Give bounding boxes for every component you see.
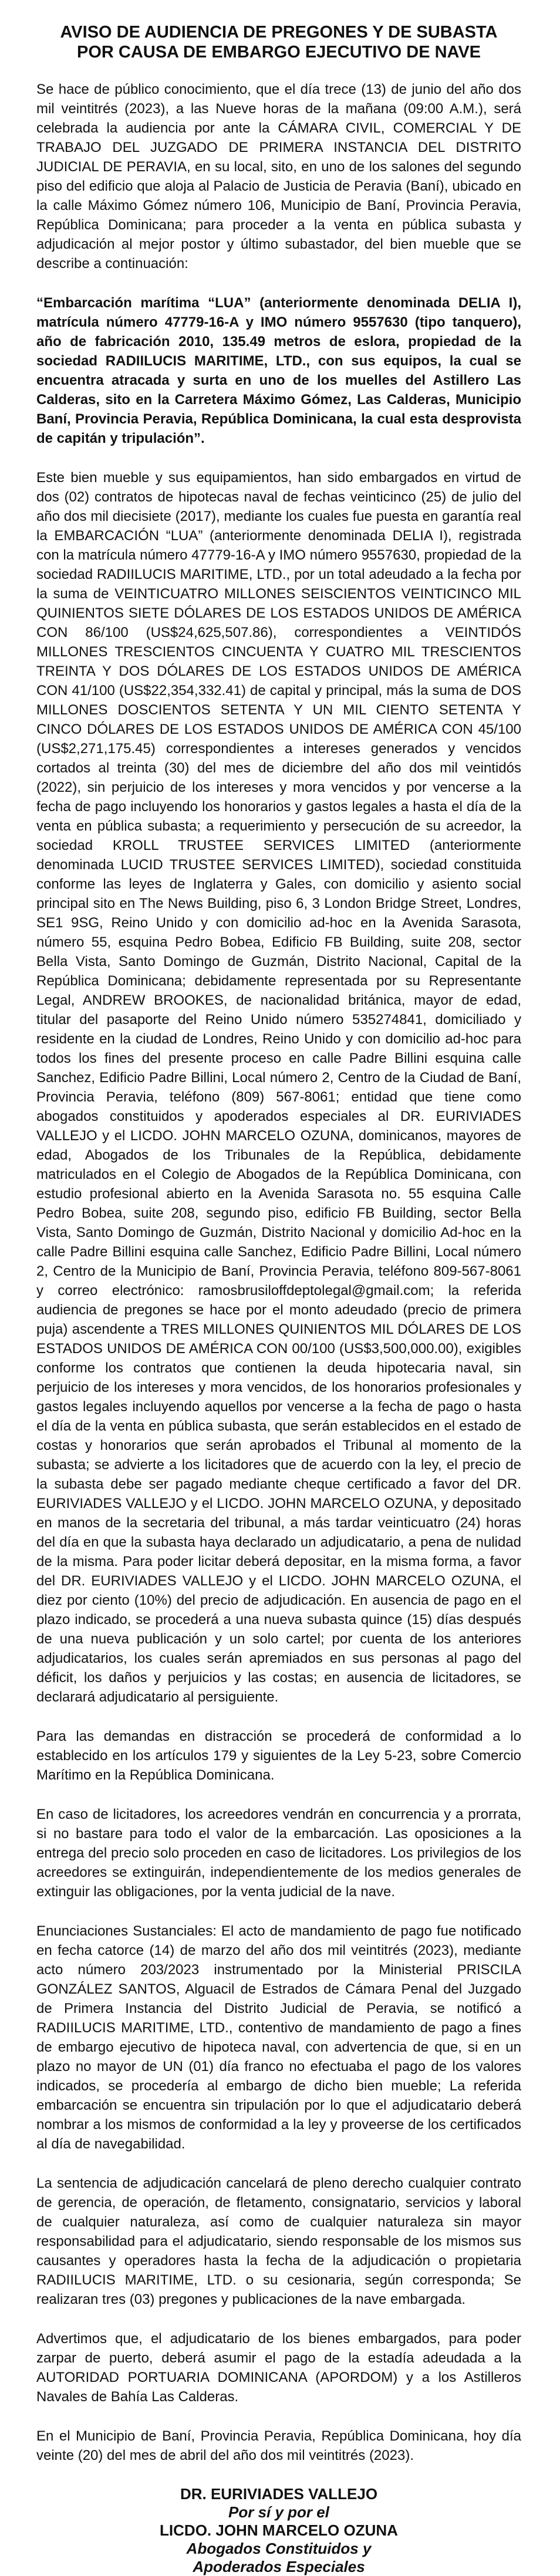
adjudication-sentence-paragraph: La sentencia de adjudicación cancelará de pleno derecho cualquier contrato de gerencia, de operación, de fletamento, consignatario, servicios y laboral de cualquier naturaleza, así como de cualquier naturaleza sin mayor responsabilidad para el adjudicatario, siendo responsable de los mismos sus causantes y operadores hasta la fecha de la adjudicación o propietaria RADIILUCIS MARITIME, LTD. o su cesionaria, según corresponda; Se realizaran tres (03) pregones y publicaciones de la nave embargada. [36,2175,521,2307]
signatory-role-line-1: Abogados Constituidos y [186,2540,372,2557]
port-fees-warning-paragraph: Advertimos que, el adjudicatario de los bienes embargados, para poder zarpar de puerto, deberá asumir el pago de la estadía adeudada a la AUTORIDAD PORTUARIA DOMINICANA (APORDOM) y a los Astilleros Navales de Bahía Las Calderas. [36,2331,521,2405]
notice-title [36,22,521,62]
signatory-connector: Por sí y por el [228,2503,329,2521]
auction-notice [36,22,521,2575]
signature-block [36,2485,521,2576]
notice-title-line-2: POR CAUSA DE EMBARGO EJECUTIVO DE NAVE [76,43,481,62]
bidders-creditors-paragraph: En caso de licitadores, los acreedores vendrán en concurrencia y a prorrata, si no bastare para todo el valor de la embarcación. Las oposiciones a la entrega del precio solo proceden en caso de licitadores. Los privilegios de los acreedores se extinguirán, independientemente de los medios generales de extinguir las obligaciones, por la venta judicial de la nave. [36,1806,521,1900]
notice-title-line-1: AVISO DE AUDIENCIA DE PREGONES Y DE SUBASTA [60,23,498,42]
substantial-statements-paragraph: Enunciaciones Sustanciales: El acto de mandamiento de pago fue notificado en fecha catorce (14) de marzo del año dos mil veintitrés (2023), mediante acto número 203/2023 instrumentado por la Ministerial PRISCILA GONZÁLEZ SANTOS, Alguacil de Estrados de Cámara Penal del Juzgado de Primera Instancia del Distrito Judicial de Peravia, se notificó a RADIILUCIS MARITIME, LTD., contentivo de mandamiento de pago a fines de embargo ejecutivo de hipoteca naval, con advertencia de que, si en un plazo no mayor de UN (01) día franco no efectuaba el pago de los valores indicados, se procedería al embargo de dicho bien mueble; La referida embarcación se encuentra sin tripulación por lo que el adjudicatario deberá nombrar a los mismos de conformidad a la ley y proveerse de los certificados al día de navegabilidad. [36,1923,521,2152]
distraction-claims-paragraph: Para las demandas en distracción se procederá de conformidad a lo establecido en los artículos 179 y siguientes de la Ley 5-23, sobre Comercio Marítimo en la República Dominicana. [36,1728,521,1783]
seizure-details-paragraph: Este bien mueble y sus equipamientos, han sido embargados en virtud de dos (02) contratos de hipotecas naval de fechas veinticinco (25) de julio del año dos mil diecisiete (2017), mediante los cuales fue puesta en garantía real la EMBARCACIÓN “LUA” (anteriormente denominada DELIA I), registrada con la matrícula número 47779-16-A y IMO número 9557630, propiedad de la sociedad RADIILUCIS MARITIME, LTD., por un total adeudado a la fecha por la suma de VEINTICUATRO MILLONES SEISCIENTOS VEINTICINCO MIL QUINIENTOS SIETE DÓLARES DE LOS ESTADOS UNIDOS DE AMÉRICA CON 86/100 (US$24,625,507.86), correspondientes a VEINTIDÓS MILLONES TRESCIENTOS CINCUENTA Y CUATRO MIL TRESCIENTOS TREINTA Y DOS DÓLARES DE LOS ESTADOS UNIDOS DE AMÉRICA CON 41/100 (US$22,354,332.41) de capital y principal, más la suma de DOS MILLONES DOSCIENTOS SETENTA Y UN MIL CIENTO SETENTA Y CINCO DÓLARES DE LOS ESTADOS UNIDOS DE AMÉRICA CON 45/100 (US$2,271,175.45) correspondientes a intereses generados y vencidos cortados al treinta (30) del mes de diciembre del año dos mil veintidós (2022), sin perjuicio de los intereses y mora vencidos y por vencerse a la fecha de pago incluyendo los honorarios y gastos legales a hasta el día de la venta en pública subasta; a requerimiento y persecución de su acreedor, la sociedad KROLL TRUSTEE SERVICES LIMITED (anteriormente denominada LUCID TRUSTEE SERVICES LIMITED), sociedad constituida conforme las leyes de Inglaterra y Gales, con domicilio y asiento social principal sito en The News Building, piso 6, 3 London Bridge Street, Londres, SE1 9SG, Reino Unido y con domicilio ad-hoc en la Avenida Sarasota, número 55, esquina Pedro Bobea, Edificio FB Building, suite 208, sector Bella Vista, Santo Domingo de Guzmán, Distrito Nacional, Capital de la República Dominicana; debidamente representada por su Representante Legal, ANDREW BROOKES, de nacionalidad británica, mayor de edad, titular del pasaporte del Reino Unido número 535274841, domiciliado y residente en la ciudad de Londres, Reino Unido y con domicilio ad-hoc para todos los fines del presente proceso en calle Padre Billini esquina calle Sanchez, Edificio Padre Billini, Local número 2, Centro de la Ciudad de Baní, Provincia Peravia, teléfono (809) 567-8061; entidad que tiene como abogados constituidos y apoderados especiales al DR. EURIVIADES VALLEJO y el LICDO. JOHN MARCELO OZUNA, dominicanos, mayores de edad, Abogados de los Tribunales de la República, debidamente matriculados en el Colegio de Abogados de la República Dominicana, con estudio profesional abierto en la Avenida Sarasota no. 55 esquina Calle Pedro Bobea, suite 208, segundo piso, edificio FB Building, sector Bella Vista, Santo Domingo de Guzmán, Distrito Nacional y domicilio Ad-hoc en la calle Padre Billini esquina calle Sanchez, Edificio Padre Billini, Local número 2, Centro de la Municipio de Baní, Provincia Peravia, teléfono 809-567-8061 y correo electrónico: ramosbrusiloffdeptolegal@gmail.com; la referida audiencia de pregones se hace por el monto adeudado (precio de primera puja) ascendente a TRES MILLONES QUINIENTOS MIL DÓLARES DE LOS ESTADOS UNIDOS DE AMÉRICA CON 00/100 (US$3,500,000.00), exigibles conforme los contratos que contienen la deuda hipotecaria naval, sin perjuicio de los intereses y mora vencidos, de los honorarios profesionales y gastos legales incluyendo aquellos por vencerse a la fecha de pago o hasta el día de la venta en pública subasta, que serán establecidos en el estado de costas y honorarios que serán aprobados el Tribunal al momento de la subasta; se advierte a los licitadores que de acuerdo con la ley, el precio de la subasta debe ser pagado mediante cheque certificado a favor del DR. EURIVIADES VALLEJO y el LICDO. JOHN MARCELO OZUNA, y depositado en manos de la secretaria del tribunal, a más tardar veinticuatro (24) horas del día en que la subasta haya declarado un adjudicatario, a pena de nulidad de la misma. Para poder licitar deberá depositar, en la misma forma, a favor del DR. EURIVIADES VALLEJO y el LICDO. JOHN MARCELO OZUNA, el diez por ciento (10%) del precio de adjudicación. En ausencia de pago en el plazo indicado, se procederá a una nueva subasta quince (15) días después de una nueva publicación y un solo cartel; por cuenta de los anteriores adjudicatarios, los cuales serán apremiados en sus personas al pago del déficit, los daños y perjuicios y las costas; en ausencia de licitadores, se declarará adjudicatario al persiguiente. [36,470,521,1705]
vessel-description-paragraph: “Embarcación marítima “LUA” (anteriormente denominada DELIA I), matrícula número 47779-16-A y IMO número 9557630 (tipo tanquero), año de fabricación 2010, 135.49 metros de eslora, propiedad de la sociedad RADIILUCIS MARITIME, LTD., con sus equipos, la cual se encuentra atracada y surta en uno de los muelles del Astillero Las Calderas, sito en la Carretera Máximo Gómez, Las Calderas, Municipio Baní, Provincia Peravia, República Dominicana, la cual esta desprovista de capitán y tripulación”. [36,295,521,446]
signatory-name-1: DR. EURIVIADES VALLEJO [180,2485,378,2503]
intro-paragraph: Se hace de público conocimiento, que el día trece (13) de junio del año dos mil veintitrés (2023), a las Nueve horas de la mañana (09:00 A.M.), será celebrada la audiencia por ante la CÁMARA CIVIL, COMERCIAL Y DE TRABAJO DEL JUZGADO DE PRIMERA INSTANCIA DEL DISTRITO JUDICIAL DE PERAVIA, en su local, sito, en uno de los salones del segundo piso del edificio que aloja al Palacio de Justicia de Peravia (Baní), ubicado en la calle Máximo Gómez número 106, Municipio de Baní, Provincia Peravia, República Dominicana; para proceder a la venta en pública subasta y adjudicación al mejor postor y último subastador, del bien mueble que se describe a continuación: [36,82,521,272]
date-place-paragraph: En el Municipio de Baní, Provincia Peravia, República Dominicana, hoy día veinte (20) del mes de abril del año dos mil veintitrés (2023). [36,2428,521,2463]
signatory-name-2: LICDO. JOHN MARCELO OZUNA [160,2521,398,2539]
signatory-role-line-2: Apoderados Especiales [193,2558,365,2575]
